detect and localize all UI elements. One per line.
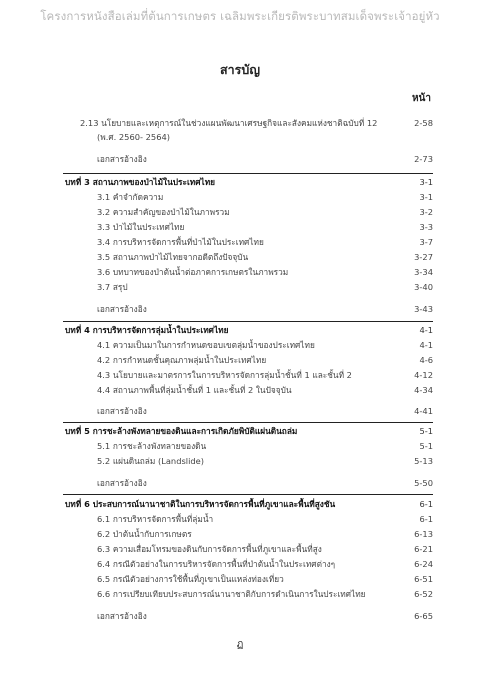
toc-entry	[0, 235, 480, 249]
toc-entry-page: 3-27	[414, 252, 433, 262]
toc-entry-page: 3-40	[414, 282, 433, 292]
chapter-divider	[63, 321, 433, 322]
chapter-heading	[0, 323, 480, 337]
toc-title: สารบัญ	[220, 62, 260, 77]
toc-entry-text: เอกสารอ้างอิง	[97, 611, 147, 621]
toc-entry	[0, 205, 480, 219]
toc-entry	[0, 353, 480, 367]
toc-entry-page: 2-73	[414, 154, 433, 164]
toc-entry	[0, 527, 480, 541]
chapter-heading-text: บทที่ 4 การบริหารจัดการลุ่มน้ำในประเทศไทย	[65, 325, 229, 335]
toc-entry-page: 3-34	[414, 267, 433, 277]
toc-entry-text: 6.6 การเปรียบเทียบประสบการณ์นานาชาติกับการดำเนินการในประเทศไทย	[97, 589, 366, 599]
chapter-heading-page: 4-1	[419, 325, 433, 335]
toc-entry-text: 6.1 การบริหารจัดการพื้นที่ลุ่มน้ำ	[97, 514, 214, 524]
toc-entry-text: 6.2 ป่าต้นน้ำกับการเกษตร	[97, 529, 192, 539]
toc-entry	[0, 542, 480, 556]
toc-entry-text: (พ.ศ. 2560- 2564)	[97, 132, 170, 142]
toc-entry	[0, 383, 480, 397]
toc-entry-page: 4-34	[414, 385, 433, 395]
running-header: โครงการหนังสือเล่มที่ต้นการเกษตร เฉลิมพระเกียรติพระบาทสมเด็จพระเจ้าอยู่หัว	[40, 9, 440, 23]
toc-entry-text: 3.6 บทบาทของป่าต้นน้ำต่อภาคการเกษตรในภาพรวม	[97, 267, 289, 277]
toc-entry-text: 3.2 ความสำคัญของป่าไม้ในภาพรวม	[97, 207, 230, 217]
toc-entry	[0, 152, 480, 166]
toc-entry	[0, 190, 480, 204]
toc-entry	[0, 280, 480, 294]
toc-entry-text: 2.13 นโยบายและเหตุการณ์ในช่วงแผนพัฒนาเศรษฐกิจและสังคมแห่งชาติฉบับที่ 12	[80, 118, 378, 128]
toc-entry-page: 6-24	[414, 559, 433, 569]
toc-entry-text: เอกสารอ้างอิง	[97, 304, 147, 314]
toc-entry-text: 4.3 นโยบายและมาตรการในการบริหารจัดการลุ่มน้ำชั้นที่ 1 และชั้นที่ 2	[97, 370, 352, 380]
toc-entry-page: 3-2	[419, 207, 433, 217]
toc-entry-text: 4.1 ความเป็นมาในการกำหนดขอบเขตลุ่มน้ำของประเทศไทย	[97, 340, 315, 350]
toc-entry-page: 5-1	[419, 441, 433, 451]
toc-entry-text: 6.4 กรณีตัวอย่างในการบริหารจัดการพื้นที่ป่าต้นน้ำในประเทศต่างๆ	[97, 559, 336, 569]
toc-entry-text: 5.2 แผ่นดินถล่ม (Landslide)	[97, 456, 204, 466]
toc-entry-page: 6-65	[414, 611, 433, 621]
toc-entry	[0, 557, 480, 571]
toc-entry-text: 3.3 ป่าไม้ในประเทศไทย	[97, 222, 185, 232]
page-number: ฏ	[236, 639, 244, 650]
toc-entry-text: 3.4 การบริหารจัดการพื้นที่ป่าไม้ในประเทศไทย	[97, 237, 264, 247]
toc-entry-continuation	[0, 130, 480, 144]
toc-entry-text: เอกสารอ้างอิง	[97, 406, 147, 416]
toc-entry-page: 6-52	[414, 589, 433, 599]
toc-entry-page: 6-51	[414, 574, 433, 584]
toc-entry	[0, 512, 480, 526]
toc-entry-text: 4.2 การกำหนดชั้นคุณภาพลุ่มน้ำในประเทศไทย	[97, 355, 267, 365]
toc-entry-page: 2-58	[414, 118, 433, 128]
toc-entry	[0, 265, 480, 279]
toc-entry	[0, 572, 480, 586]
toc-entry-text: 4.4 สถานภาพพื้นที่ลุ่มน้ำชั้นที่ 1 และชั้นที่ 2 ในปัจจุบัน	[97, 385, 292, 395]
toc-entry-page: 3-3	[419, 222, 433, 232]
toc-entry	[0, 439, 480, 453]
chapter-heading	[0, 424, 480, 438]
toc-entry-page: 5-13	[414, 456, 433, 466]
toc-entry	[0, 476, 480, 490]
toc-entry	[0, 338, 480, 352]
chapter-heading-page: 3-1	[419, 177, 433, 187]
toc-entry	[0, 368, 480, 382]
toc-entry-page: 6-1	[419, 514, 433, 524]
chapter-heading-text: บทที่ 5 การชะล้างพังทลายของดินและการเกิดภัยพิบัติแผ่นดินถล่ม	[65, 426, 298, 436]
toc-entry-text: 3.1 คำจำกัดความ	[97, 192, 164, 202]
toc-entry-page: 4-1	[419, 340, 433, 350]
toc-entry	[0, 587, 480, 601]
toc-entry	[0, 302, 480, 316]
toc-entry-page: 5-50	[414, 478, 433, 488]
toc-entry	[0, 116, 480, 130]
chapter-heading-text: บทที่ 6 ประสบการณ์นานาชาติในการบริหารจัดการพื้นที่ภูเขาและพื้นที่สูงชัน	[65, 499, 336, 509]
toc-entry-page: 4-6	[419, 355, 433, 365]
toc-entry-page: 3-43	[414, 304, 433, 314]
toc-entry	[0, 220, 480, 234]
toc-entry-page: 3-1	[419, 192, 433, 202]
toc-entry-page: 6-13	[414, 529, 433, 539]
chapter-heading-text: บทที่ 3 สถานภาพของป่าไม้ในประเทศไทย	[65, 177, 216, 187]
toc-entry-text: เอกสารอ้างอิง	[97, 478, 147, 488]
toc-entry-text: 6.5 กรณีตัวอย่างการใช้พื้นที่ภูเขาเป็นแหล่งท่องเที่ยว	[97, 574, 284, 584]
toc-entry-page: 4-41	[414, 406, 433, 416]
chapter-divider	[63, 422, 433, 423]
toc-entry-text: เอกสารอ้างอิง	[97, 154, 147, 164]
chapter-heading	[0, 175, 480, 189]
toc-entry	[0, 454, 480, 468]
chapter-heading-page: 6-1	[419, 499, 433, 509]
toc-entry-text: 3.7 สรุป	[97, 282, 128, 292]
toc-entry	[0, 404, 480, 418]
chapter-divider	[63, 173, 433, 174]
toc-entry-text: 6.3 ความเสื่อมโทรมของดินกับการจัดการพื้นที่ภูเขาและพื้นที่สูง	[97, 544, 322, 554]
toc-entry-text: 5.1 การชะล้างพังทลายของดิน	[97, 441, 207, 451]
toc-entry	[0, 609, 480, 623]
toc-entry-page: 3-7	[419, 237, 433, 247]
chapter-heading	[0, 497, 480, 511]
toc-entry-page: 6-21	[414, 544, 433, 554]
page-column-label: หน้า	[411, 93, 431, 104]
toc-entry	[0, 250, 480, 264]
chapter-divider	[63, 494, 433, 495]
chapter-heading-page: 5-1	[419, 426, 433, 436]
toc-entry-page: 4-12	[414, 370, 433, 380]
toc-entry-text: 3.5 สถานภาพป่าไม้ไทยจากอดีตถึงปัจจุบัน	[97, 252, 249, 262]
